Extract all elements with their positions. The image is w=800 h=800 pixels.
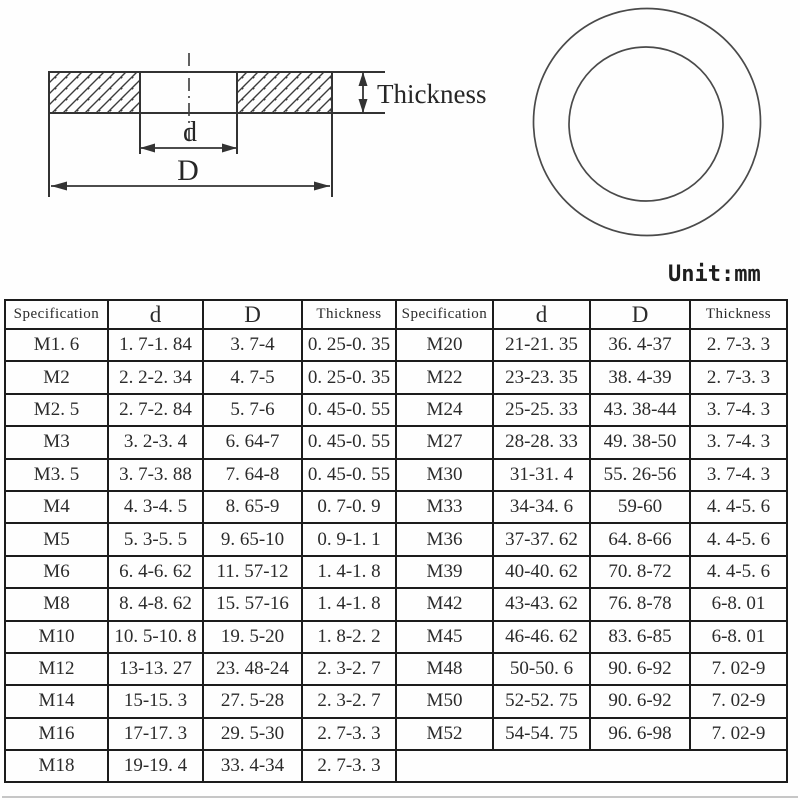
spec-table-header [5, 300, 787, 329]
hatch-left-section [49, 72, 140, 113]
table-cell: 0. 25-0. 35 [302, 361, 396, 393]
table-cell: 4. 4-5. 6 [690, 523, 787, 555]
table-cell: M10 [5, 621, 108, 653]
table-cell: 3. 2-3. 4 [108, 426, 203, 458]
table-cell: 4. 4-5. 6 [690, 556, 787, 588]
table-row [5, 685, 787, 717]
table-cell: 76. 8-78 [590, 588, 690, 620]
table-cell: 2. 3-2. 7 [302, 653, 396, 685]
table-cell: 0. 25-0. 35 [302, 329, 396, 361]
table-cell: 90. 6-92 [590, 653, 690, 685]
table-cell: M2 [5, 361, 108, 393]
table-cell: M6 [5, 556, 108, 588]
table-cell: 7. 02-9 [690, 685, 787, 717]
table-row [5, 588, 787, 620]
unit-label: Unit:mm [668, 262, 761, 287]
table-cell: 54-54. 75 [493, 718, 590, 750]
table-cell: 23-23. 35 [493, 361, 590, 393]
table-cell: 10. 5-10. 8 [108, 621, 203, 653]
table-cell: M39 [396, 556, 493, 588]
table-cell: M14 [5, 685, 108, 717]
table-cell: 0. 45-0. 55 [302, 426, 396, 458]
table-cell: M27 [396, 426, 493, 458]
table-cell: M16 [5, 718, 108, 750]
table-cell: 3. 7-4. 3 [690, 394, 787, 426]
thickness-dimension [359, 72, 368, 113]
table-cell: 19-19. 4 [108, 750, 203, 782]
table-cell: M22 [396, 361, 493, 393]
table-cell: 4. 7-5 [203, 361, 302, 393]
table-cell: 9. 65-10 [203, 523, 302, 555]
spec-table-body [5, 329, 787, 782]
table-cell: M45 [396, 621, 493, 653]
washer-diagram [0, 0, 800, 298]
table-row [5, 718, 787, 750]
table-cell: 83. 6-85 [590, 621, 690, 653]
washer-front-view [534, 9, 761, 236]
table-cell: 40-40. 62 [493, 556, 590, 588]
table-row [5, 459, 787, 491]
table-cell: M5 [5, 523, 108, 555]
table-cell: 2. 7-3. 3 [302, 718, 396, 750]
table-cell: M50 [396, 685, 493, 717]
table-row [5, 750, 787, 782]
column-header-thickness-left: Thickness [302, 300, 396, 329]
table-cell: 34-34. 6 [493, 491, 590, 523]
table-cell: 37-37. 62 [493, 523, 590, 555]
column-header-D-right: D [590, 300, 690, 329]
column-header-specification-right: Specification [396, 300, 493, 329]
table-cell: 3. 7-3. 88 [108, 459, 203, 491]
inner-circle [569, 47, 723, 201]
table-cell: 27. 5-28 [203, 685, 302, 717]
table-cell: 6. 64-7 [203, 426, 302, 458]
d-label: d [183, 117, 197, 148]
table-cell: 6-8. 01 [690, 588, 787, 620]
washer-cross-section [48, 72, 385, 197]
table-cell: 11. 57-12 [203, 556, 302, 588]
column-header-d-right: d [493, 300, 590, 329]
table-cell: 8. 65-9 [203, 491, 302, 523]
table-cell: 55. 26-56 [590, 459, 690, 491]
table-cell: 19. 5-20 [203, 621, 302, 653]
table-cell: 15. 57-16 [203, 588, 302, 620]
table-row [5, 523, 787, 555]
table-cell: 50-50. 6 [493, 653, 590, 685]
table-cell: 2. 7-3. 3 [302, 750, 396, 782]
table-cell: M1. 6 [5, 329, 108, 361]
table-cell: M4 [5, 491, 108, 523]
table-cell: 49. 38-50 [590, 426, 690, 458]
table-cell: 0. 45-0. 55 [302, 394, 396, 426]
table-cell: 33. 4-34 [203, 750, 302, 782]
table-row [5, 491, 787, 523]
table-cell: 36. 4-37 [590, 329, 690, 361]
column-header-thickness-right: Thickness [690, 300, 787, 329]
outer-diameter-label: D [177, 154, 199, 187]
table-cell: 2. 7-3. 3 [690, 361, 787, 393]
table-cell: 28-28. 33 [493, 426, 590, 458]
table-cell: 3. 7-4. 3 [690, 426, 787, 458]
table-cell: 1. 4-1. 8 [302, 556, 396, 588]
table-cell: 46-46. 62 [493, 621, 590, 653]
table-cell: 2. 2-2. 34 [108, 361, 203, 393]
table-row [5, 426, 787, 458]
table-cell: 23. 48-24 [203, 653, 302, 685]
table-cell: 43. 38-44 [590, 394, 690, 426]
table-row [5, 394, 787, 426]
table-cell: 4. 3-4. 5 [108, 491, 203, 523]
table-cell: 5. 7-6 [203, 394, 302, 426]
table-cell: 8. 4-8. 62 [108, 588, 203, 620]
table-row [5, 329, 787, 361]
table-cell: 21-21. 35 [493, 329, 590, 361]
table-cell: 96. 6-98 [590, 718, 690, 750]
table-cell: 29. 5-30 [203, 718, 302, 750]
table-cell: 7. 64-8 [203, 459, 302, 491]
table-cell: 59-60 [590, 491, 690, 523]
table-cell: 4. 4-5. 6 [690, 491, 787, 523]
hatch-right-section [237, 72, 332, 113]
table-row [5, 361, 787, 393]
table-cell: 0. 9-1. 1 [302, 523, 396, 555]
thickness-label: Thickness [377, 79, 487, 109]
table-cell: 64. 8-66 [590, 523, 690, 555]
table-cell: 90. 6-92 [590, 685, 690, 717]
table-cell: 7. 02-9 [690, 718, 787, 750]
column-header-specification-left: Specification [5, 300, 108, 329]
table-cell: M48 [396, 653, 493, 685]
table-cell: 6-8. 01 [690, 621, 787, 653]
empty-cell [396, 750, 787, 782]
table-cell: 5. 3-5. 5 [108, 523, 203, 555]
table-cell: M30 [396, 459, 493, 491]
table-row [5, 653, 787, 685]
column-header-d-left: d [108, 300, 203, 329]
table-cell: 6. 4-6. 62 [108, 556, 203, 588]
table-cell: M20 [396, 329, 493, 361]
table-cell: 7. 02-9 [690, 653, 787, 685]
table-cell: 3. 7-4 [203, 329, 302, 361]
table-cell: 0. 45-0. 55 [302, 459, 396, 491]
table-cell: M2. 5 [5, 394, 108, 426]
table-cell: 15-15. 3 [108, 685, 203, 717]
table-cell: M3. 5 [5, 459, 108, 491]
table-cell: M12 [5, 653, 108, 685]
image-bottom-edge [2, 796, 798, 798]
table-cell: M42 [396, 588, 493, 620]
table-cell: 1. 8-2. 2 [302, 621, 396, 653]
table-row [5, 621, 787, 653]
table-cell: 2. 3-2. 7 [302, 685, 396, 717]
table-cell: 31-31. 4 [493, 459, 590, 491]
table-cell: 3. 7-4. 3 [690, 459, 787, 491]
table-row [5, 556, 787, 588]
table-cell: 0. 7-0. 9 [302, 491, 396, 523]
table-cell: 13-13. 27 [108, 653, 203, 685]
table-cell: M3 [5, 426, 108, 458]
spec-table [4, 299, 788, 783]
table-cell: 70. 8-72 [590, 556, 690, 588]
table-cell: M36 [396, 523, 493, 555]
table-cell: 17-17. 3 [108, 718, 203, 750]
table-cell: M24 [396, 394, 493, 426]
table-cell: 1. 7-1. 84 [108, 329, 203, 361]
header-row [5, 300, 787, 329]
table-cell: M33 [396, 491, 493, 523]
table-cell: 25-25. 33 [493, 394, 590, 426]
table-cell: M52 [396, 718, 493, 750]
table-cell: 2. 7-2. 84 [108, 394, 203, 426]
column-header-D-left: D [203, 300, 302, 329]
table-cell: 52-52. 75 [493, 685, 590, 717]
table-cell: M18 [5, 750, 108, 782]
table-cell: 43-43. 62 [493, 588, 590, 620]
table-cell: M8 [5, 588, 108, 620]
table-cell: 38. 4-39 [590, 361, 690, 393]
table-cell: 1. 4-1. 8 [302, 588, 396, 620]
table-cell: 2. 7-3. 3 [690, 329, 787, 361]
